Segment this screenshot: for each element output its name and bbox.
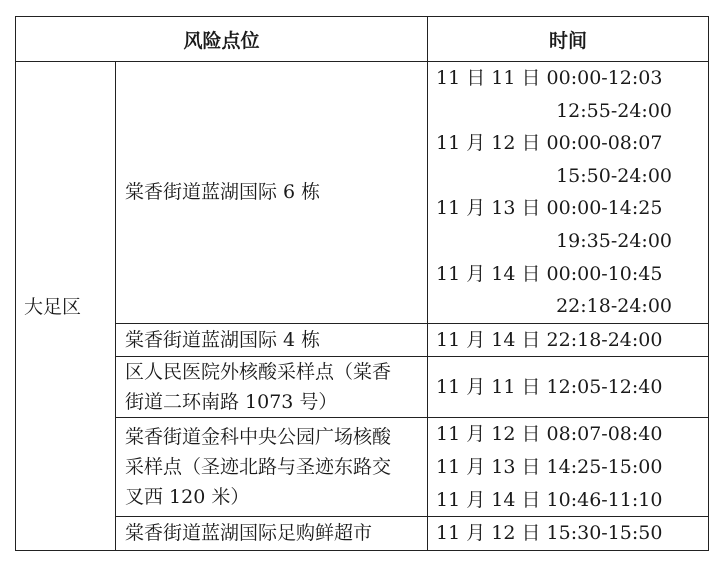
time-entry: 11 月 14 日 22:18-24:00 [436,328,663,351]
location-line: 区人民医院外核酸采样点（棠香 [125,361,392,384]
time-entry: 11 日 11 日 00:00-12:03 [436,67,663,89]
time-entry: 11 月 12 日 00:00-08:07 [436,132,663,155]
location-cell [116,418,428,517]
location-line: 采样点（圣迹北路与圣迹东路交 [125,456,392,479]
time-entry: 11 月 12 日 08:07-08:40 [436,423,663,446]
time-cell [428,418,709,517]
table-row [16,357,709,418]
risk-points-table [15,16,709,551]
time-entry: 11 月 11 日 12:05-12:40 [436,376,663,399]
table-row [16,62,709,324]
district-cell: 大足区 [16,62,116,551]
time-entry: 22:18-24:00 [556,295,673,318]
time-cell [428,517,709,551]
time-cell [428,357,709,418]
time-cell [428,62,709,324]
header-location: 风险点位 [16,17,428,62]
header-row [16,17,709,62]
time-entry: 11 月 14 日 00:00-10:45 [436,262,663,285]
table-row [16,323,709,357]
time-entry: 15:50-24:00 [556,164,673,187]
time-entry: 19:35-24:00 [556,229,673,252]
time-entry: 12:55-24:00 [556,99,673,122]
time-entry: 11 月 13 日 00:00-14:25 [436,197,663,220]
location-cell: 棠香街道蓝湖国际 6 栋 [116,62,428,324]
location-cell: 棠香街道蓝湖国际 4 栋 [116,323,428,357]
time-cell [428,323,709,357]
table-row [16,517,709,551]
time-entry: 11 月 13 日 14:25-15:00 [436,455,663,478]
location-cell [116,357,428,418]
location-line: 棠香街道金科中央公园广场核酸 [125,426,392,449]
location-cell: 棠香街道蓝湖国际足购鲜超市 [116,517,428,551]
location-line: 街道二环南路 1073 号） [125,391,338,414]
table-row [16,418,709,517]
location-line: 叉西 120 米） [125,486,250,509]
header-time: 时间 [428,17,709,62]
time-entry: 11 月 12 日 15:30-15:50 [436,522,663,545]
time-entry: 11 月 14 日 10:46-11:10 [436,488,663,511]
